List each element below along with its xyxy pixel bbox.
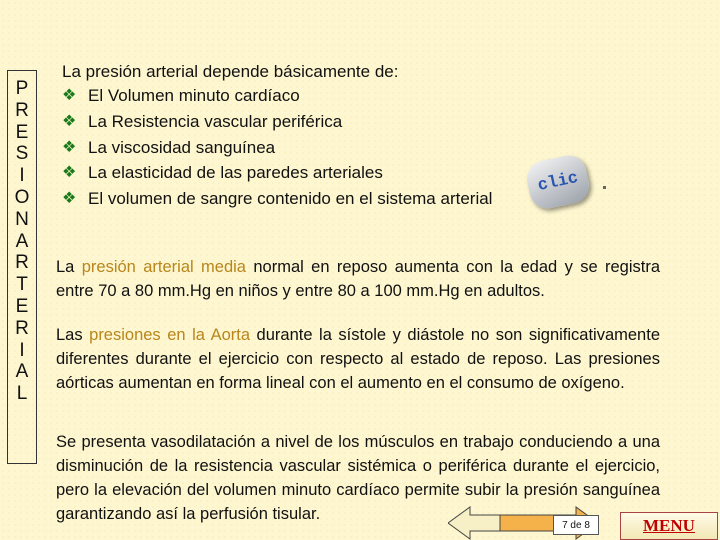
- list-item: [62, 138, 492, 164]
- list-item: [62, 112, 492, 138]
- clic-label: clic: [536, 168, 580, 196]
- title-letter: R: [15, 252, 29, 274]
- highlight-term: presiones en la Aorta: [89, 325, 251, 344]
- diamond-bullet-icon: ❖: [62, 112, 77, 130]
- intro-text: La presión arterial depende básicamente de:: [62, 62, 399, 81]
- list-item: [62, 163, 492, 189]
- title-letter: I: [19, 339, 25, 361]
- title-letter: S: [15, 143, 29, 165]
- para-text: normal en reposo aumenta con la edad y se registra entre 70 a 80 mm.Hg en niños y entre 80 a 100 mm.Hg en adultos.: [56, 257, 661, 300]
- para-text: Las: [56, 325, 90, 344]
- title-letter: R: [15, 99, 29, 121]
- title-letter: O: [14, 186, 30, 208]
- list-item-text: La viscosidad sanguínea: [88, 137, 276, 157]
- list-item: [62, 189, 492, 215]
- list-item-text: El volumen de sangre contenido en el sistema arterial: [88, 189, 493, 209]
- para-text: La: [56, 257, 82, 276]
- title-letter: A: [15, 361, 29, 383]
- diamond-bullet-icon: ❖: [62, 87, 77, 104]
- paragraph-vasodilation: Se presenta vasodilatación a nivel de los músculos en trabajo conduciendo a una disminución de la resistencia vascular sistémica o periférica durante el ejercicio, pero la elevación del volumen minuto cardíaco permite subir la presión sanguínea garantizando así la perfusión tisular.: [56, 432, 660, 523]
- clic-button[interactable]: [524, 152, 593, 211]
- highlight-term: presión arterial media: [81, 257, 246, 276]
- title-letter: N: [15, 208, 29, 230]
- title-letter: A: [15, 230, 29, 252]
- vertical-title: [7, 70, 37, 464]
- title-letter: E: [15, 295, 29, 317]
- factor-list: [62, 86, 492, 215]
- page-indicator: 7 de 8: [553, 515, 599, 535]
- list-item: [62, 86, 492, 112]
- title-letter: R: [15, 317, 29, 339]
- menu-label: MENU: [643, 516, 695, 535]
- diamond-bullet-icon: ❖: [62, 164, 77, 182]
- prev-arrow-icon[interactable]: [448, 507, 500, 539]
- title-letter: P: [15, 78, 29, 99]
- title-letter: E: [15, 121, 29, 143]
- para-text: durante la sístole y diástole no son significativamente diferentes durante el ejercicio con respecto al estado de reposo. Las presiones aórticas aumentan en forma lineal con el aumento en el consumo de oxígeno.: [56, 325, 660, 392]
- title-letter: T: [16, 274, 28, 296]
- paragraph-mean-pressure: [56, 255, 660, 303]
- menu-button[interactable]: [620, 512, 718, 540]
- diamond-bullet-icon: ❖: [62, 190, 77, 208]
- list-item-text: La elasticidad de las paredes arteriales: [88, 163, 383, 183]
- title-letter: L: [16, 383, 28, 405]
- decorative-dot: [603, 186, 606, 189]
- list-item-text: El Volumen minuto cardíaco: [88, 86, 300, 105]
- list-item-text: La Resistencia vascular periférica: [88, 111, 343, 131]
- paragraph-aorta-pressure: [56, 323, 660, 395]
- diamond-bullet-icon: ❖: [62, 138, 77, 156]
- title-letter: I: [19, 165, 25, 187]
